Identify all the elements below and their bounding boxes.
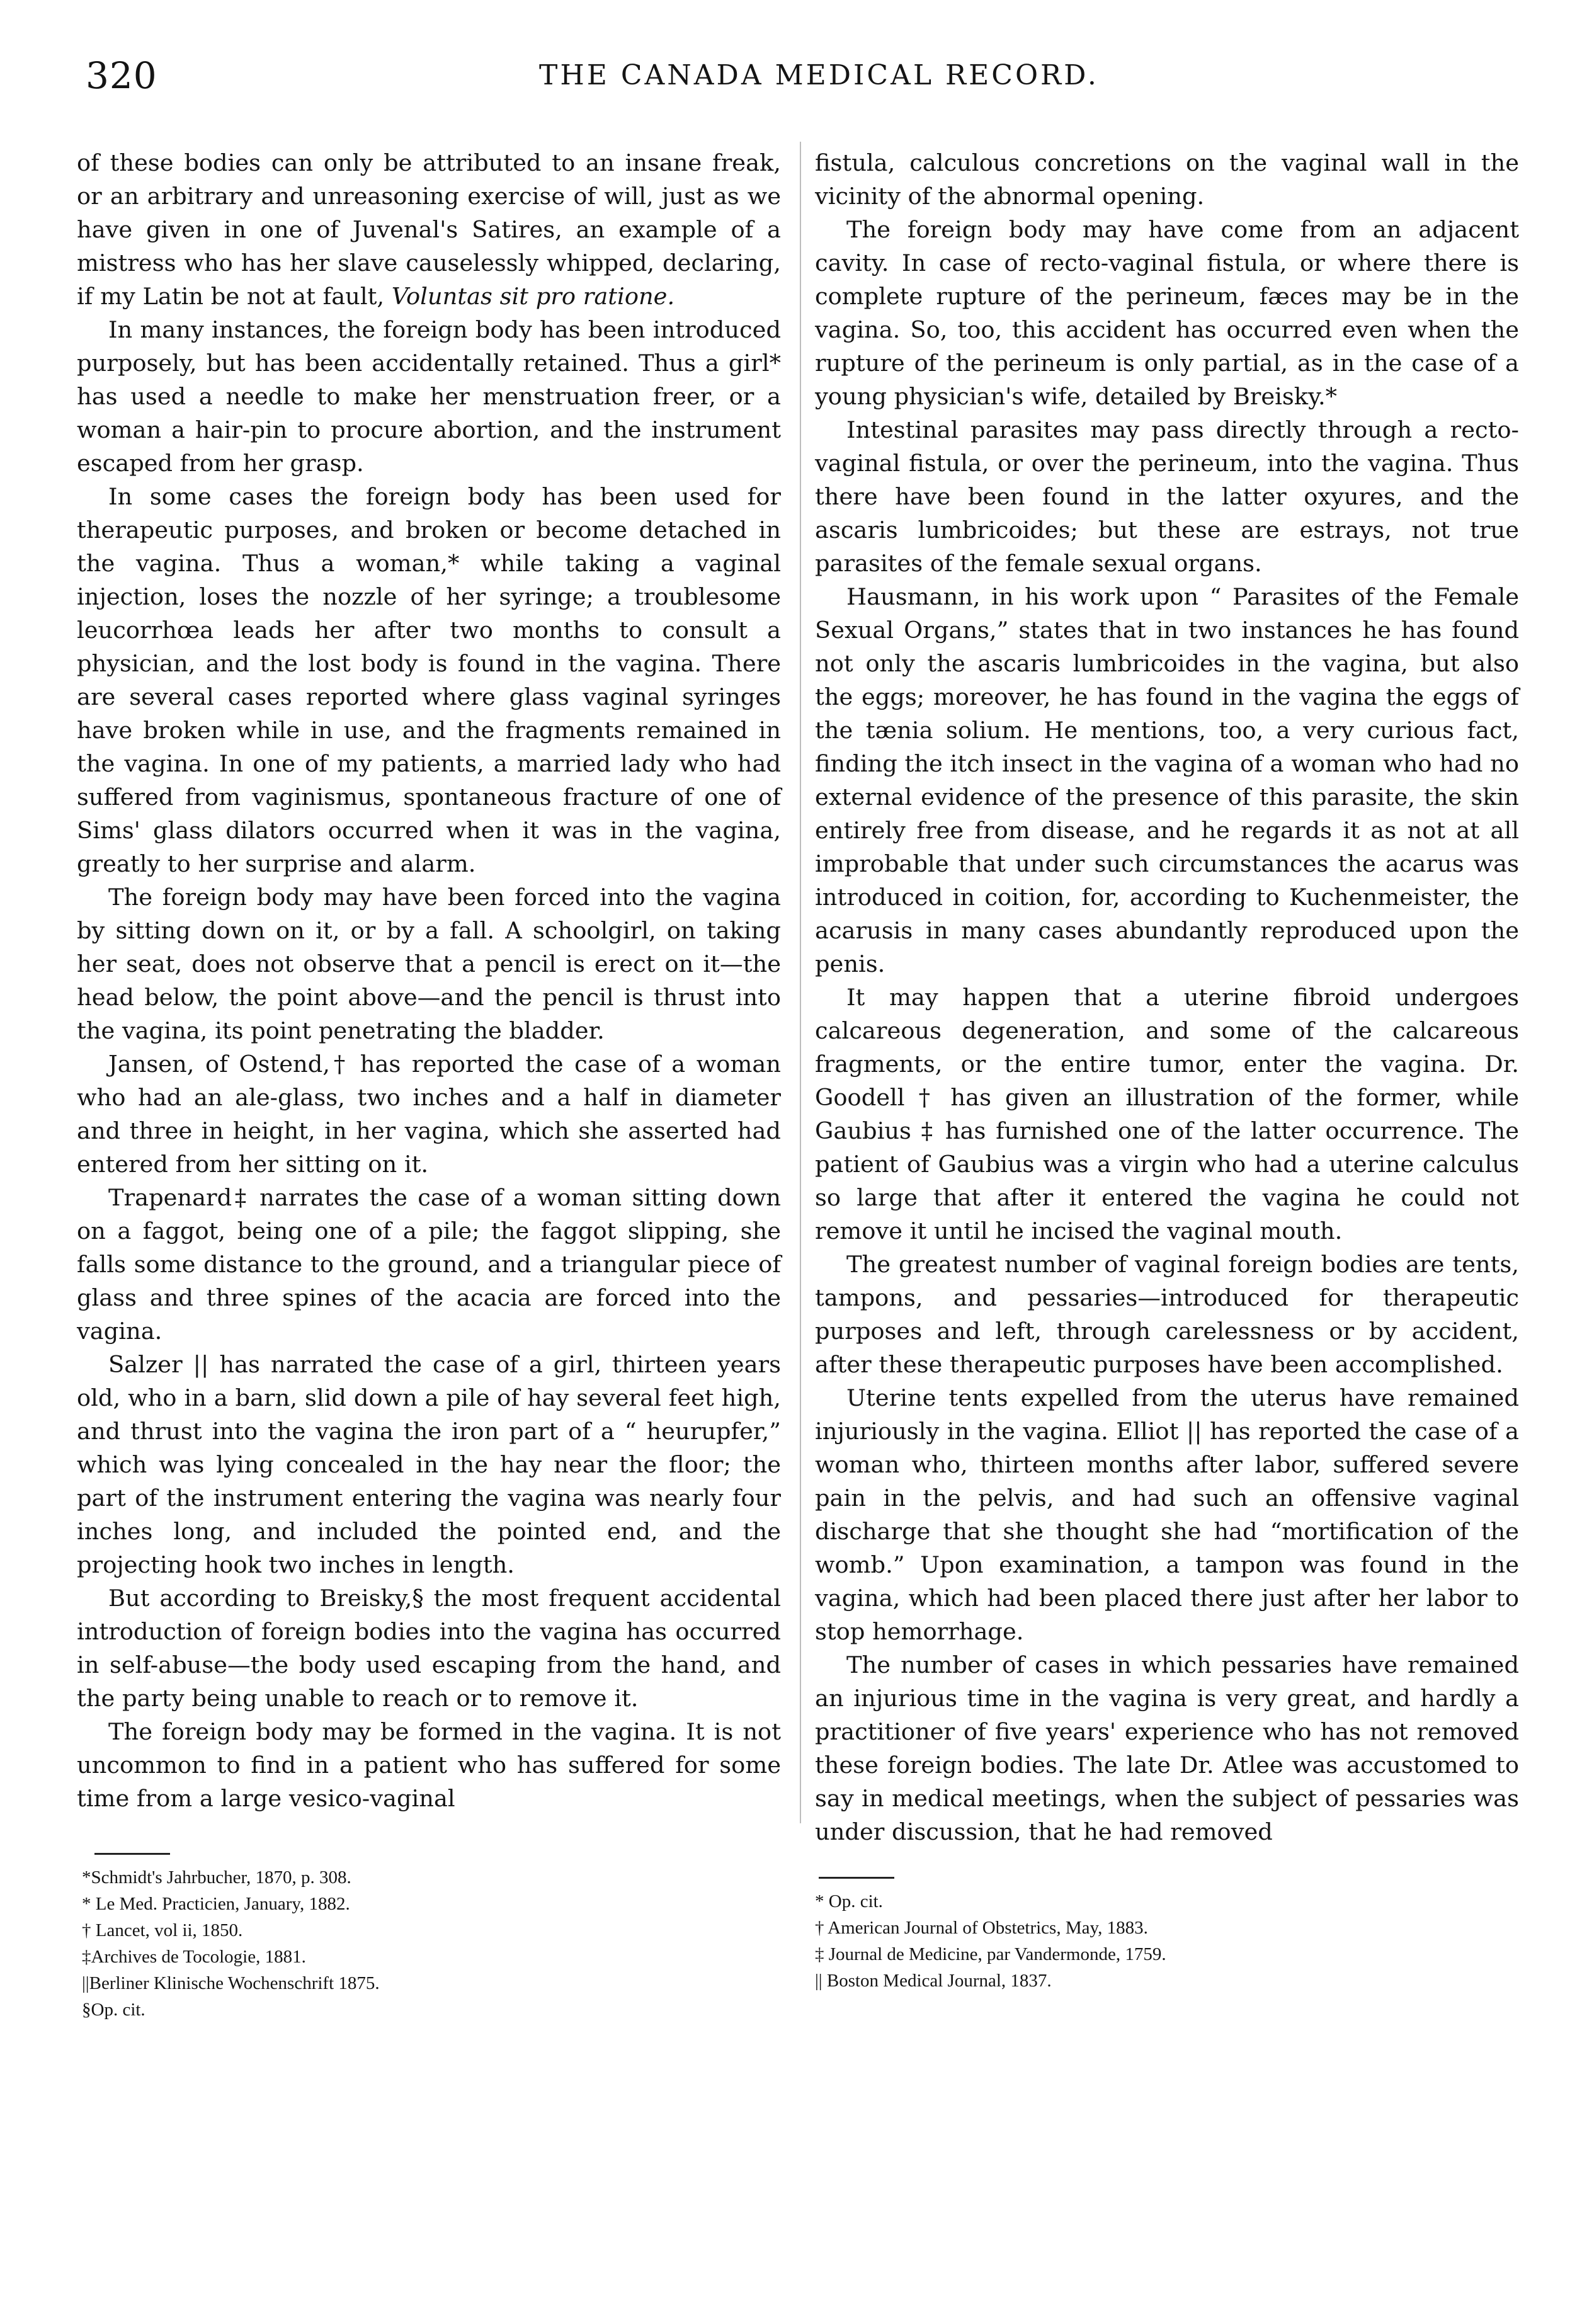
paragraph: The foreign body may have been forced into the vagina by sitting down on it, or by a fall. A schoolgirl, on taking her seat, does not observe that a pencil is erect on it—the head below, the point above—and the pencil is thrust into the vagina, its point penetrating the bladder. xyxy=(77,884,781,1044)
footnote: ‡ Journal de Medicine, par Vandermonde, 1759. xyxy=(815,1944,1166,1964)
footnote: * Le Med. Practicien, January, 1882. xyxy=(82,1894,350,1914)
paragraph: The number of cases in which pessaries have remained an injurious time in the vagina is very great, and hardly a practitioner of five years' experience who has not removed these foreign bodies. The late Dr. Atlee was accustomed to say in medical meetings, when the subject of pessaries was under discussion, that he had removed xyxy=(815,1651,1519,1845)
footnote: † American Journal of Obstetrics, May, 1883. xyxy=(815,1918,1148,1938)
footnote: * Op. cit. xyxy=(815,1891,883,1911)
right-column xyxy=(815,146,1519,1848)
paragraph: fistula, calculous concretions on the vaginal wall in the vicinity of the abnormal opening. xyxy=(815,149,1519,210)
paragraph: The foreign body may be formed in the vagina. It is not uncommon to find in a patient who has suffered for some time from a large vesico-vaginal xyxy=(77,1718,781,1812)
paragraph: Salzer || has narrated the case of a girl, thirteen years old, who in a barn, slid down a pile of hay several feet high, and thrust into the vagina the iron part of a “ heurupfer,” which was lying concealed in the hay near the floor; the part of the instrument entering the vagina was nearly four inches long, and included the pointed end, and the projecting hook two inches in length. xyxy=(77,1351,781,1578)
footnote-rule xyxy=(94,1853,170,1855)
footnote: *Schmidt's Jahrbucher, 1870, p. 308. xyxy=(82,1867,351,1888)
paragraph: The foreign body may have come from an adjacent cavity. In case of recto-vaginal fistula, or where there is complete rupture of the perineum, fæces may be in the vagina. So, too, this accident has occurred even when the rupture of the perineum is only partial, as in the case of a young physician's wife, detailed by Breisky.* xyxy=(815,216,1519,410)
paragraph: In some cases the foreign body has been used for therapeutic purposes, and broken or become detached in the vagina. Thus a woman,* while taking a vaginal injection, loses the nozzle of her syringe; a troublesome leucorrhœa leads her after two months to consult a physician, and the lost body is found in the vagina. There are several cases reported where glass vaginal syringes have broken while in use, and the fragments remained in the vagina. In one of my patients, a married lady who had suffered from vaginismus, spontaneous fracture of one of Sims' glass dilators occurred when it was in the vagina, greatly to her surprise and alarm. xyxy=(77,483,781,877)
paragraph-text: of these bodies can only be attributed to an insane freak, or an arbitrary and unreasoning exercise of will, just as we have given in one of Juvenal's Satires, an example of a mistress who has her slave causelessly whipped, declaring, if my Latin be not at fault, xyxy=(77,149,781,310)
paragraph: Jansen, of Ostend,† has reported the case of a woman who had an ale-glass, two inches and a half in diameter and three in height, in her vagina, which she asserted had entered from her sitting on it. xyxy=(77,1051,781,1178)
page-number: 320 xyxy=(86,54,157,97)
column-divider xyxy=(800,142,801,1823)
footnotes-left xyxy=(82,1864,712,2023)
footnote: §Op. cit. xyxy=(82,2000,145,2020)
footnote: ‡Archives de Tocologie, 1881. xyxy=(82,1947,306,1967)
paragraph: It may happen that a uterine fibroid undergoes calcareous degeneration, and some of the calcareous fragments, or the entire tumor, enter the vagina. Dr. Goodell † has given an illustration of the former, while Gaubius ‡ has furnished one of the latter occurrence. The patient of Gaubius was a virgin who had a uterine calculus so large that after it entered the vagina he could not remove it until he incised the vaginal mouth. xyxy=(815,984,1519,1245)
footnotes-right xyxy=(815,1888,1508,1994)
footnote: ||Berliner Klinische Wochenschrift 1875. xyxy=(82,1973,380,1993)
footnote-rule xyxy=(819,1877,894,1879)
page-header xyxy=(86,54,1534,105)
footnote: || Boston Medical Journal, 1837. xyxy=(815,1971,1052,1991)
left-column xyxy=(77,146,781,1815)
paragraph xyxy=(77,146,781,313)
paragraph: Intestinal parasites may pass directly through a recto-vaginal fistula, or over the perineum, into the vagina. Thus there have been found in the latter oxyures, and the ascaris lumbricoides; but these are estrays, not true parasites of the female sexual organs. xyxy=(815,416,1519,577)
paragraph: Trapenard‡ narrates the case of a woman sitting down on a faggot, being one of a pile; the faggot slipping, she falls some distance to the ground, and a triangular piece of glass and three spines of the acacia are forced into the vagina. xyxy=(77,1184,781,1345)
paragraph: But according to Breisky,§ the most frequent accidental introduction of foreign bodies into the vagina has occurred in self-abuse—the body used escaping from the hand, and the party being unable to reach or to remove it. xyxy=(77,1585,781,1712)
latin-phrase: Voluntas sit pro ratione. xyxy=(391,283,675,310)
paragraph: The greatest number of vaginal foreign bodies are tents, tampons, and pessaries—introduced for therapeutic purposes and left, through carelessness or by accident, after these therapeutic purposes have been accomplished. xyxy=(815,1251,1519,1378)
running-head: THE CANADA MEDICAL RECORD. xyxy=(539,59,1099,91)
footnote: † Lancet, vol ii, 1850. xyxy=(82,1920,243,1940)
paragraph: In many instances, the foreign body has been introduced purposely, but has been accidentally retained. Thus a girl* has used a needle to make her menstruation freer, or a woman a hair-pin to procure abortion, and the instrument escaped from her grasp. xyxy=(77,316,781,477)
paragraph: Uterine tents expelled from the uterus have remained injuriously in the vagina. Elliot || has reported the case of a woman who, thirteen months after labor, suffered severe pain in the pelvis, and had such an offensive vaginal discharge that she thought she had “mortification of the womb.” Upon examination, a tampon was found in the vagina, which had been placed there just after her labor to stop hemorrhage. xyxy=(815,1384,1519,1645)
paragraph: Hausmann, in his work upon “ Parasites of the Female Sexual Organs,” states that in two instances he has found not only the ascaris lumbricoides in the vagina, but also the eggs; moreover, he has found in the vagina the eggs of the tænia solium. He mentions, too, a very curious fact, finding the itch insect in the vagina of a woman who had no external evidence of the presence of this parasite, the skin entirely free from disease, and he regards it as not at all improbable that under such circumstances the acarus was introduced in coition, for, according to Kuchenmeister, the acarusis in many cases abundantly reproduced upon the penis. xyxy=(815,583,1519,977)
